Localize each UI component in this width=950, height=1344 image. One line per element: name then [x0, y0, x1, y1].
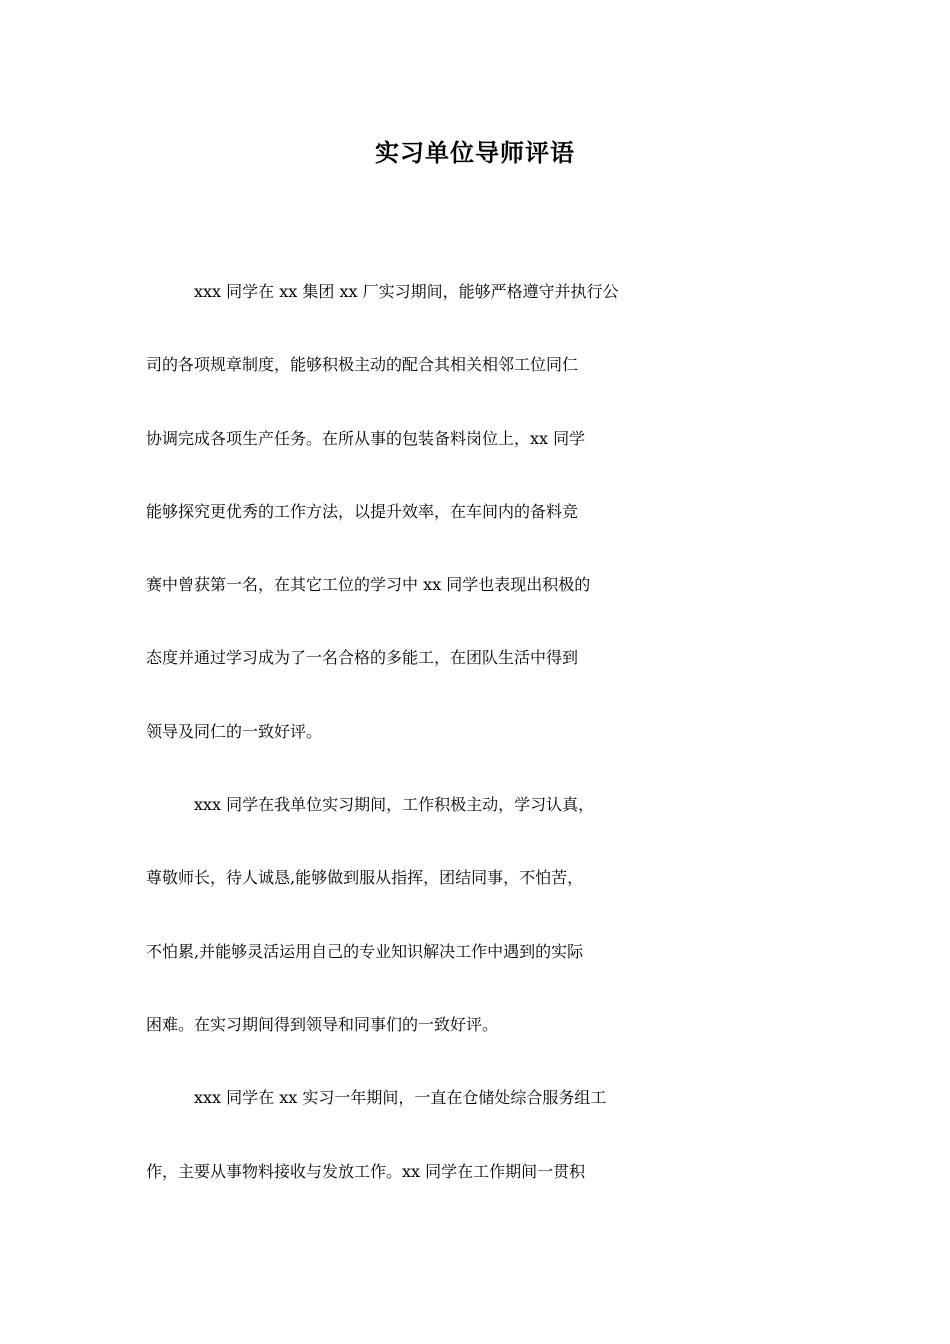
paragraph-line: xxx 同学在 xx 实习一年期间，一直在仓储处综合服务组工	[194, 1088, 607, 1108]
paragraph-line: 作，主要从事物料接收与发放工作。xx 同学在工作期间一贯积	[146, 1161, 586, 1181]
paragraph-line: 赛中曾获第一名，在其它工位的学习中 xx 同学也表现出积极的	[146, 575, 591, 595]
paragraph-line: 司的各项规章制度，能够积极主动的配合其相关相邻工位同仁	[146, 355, 579, 375]
document-title: 实习单位导师评语	[375, 138, 575, 167]
paragraph-line: xxx 同学在我单位实习期间，工作积极主动，学习认真，	[194, 795, 595, 815]
paragraph-line: xxx 同学在 xx 集团 xx 厂实习期间，能够严格遵守并执行公	[194, 282, 619, 301]
paragraph-line: 协调完成各项生产任务。在所从事的包装备料岗位上，xx 同学	[146, 428, 586, 448]
paragraph-line: 领导及同仁的一致好评。	[146, 721, 323, 741]
paragraph-line: 不怕累,并能够灵活运用自己的专业知识解决工作中遇到的实际	[146, 941, 584, 961]
paragraph-3	[146, 1061, 806, 1208]
paragraph-line: 困难。在实习期间得到领导和同事们的一致好评。	[146, 1014, 499, 1034]
paragraph-line: 态度并通过学习成为了一名合格的多能工，在团队生活中得到	[146, 648, 579, 668]
document-body	[146, 255, 806, 1208]
paragraph-line: 尊敬师长，待人诚恳,能够做到服从指挥，团结同事，不怕苦，	[146, 868, 584, 888]
paragraph-line: 能够探究更优秀的工作方法，以提升效率，在车间内的备料竞	[146, 501, 579, 521]
paragraph-1	[146, 255, 806, 768]
paragraph-2	[146, 768, 806, 1061]
